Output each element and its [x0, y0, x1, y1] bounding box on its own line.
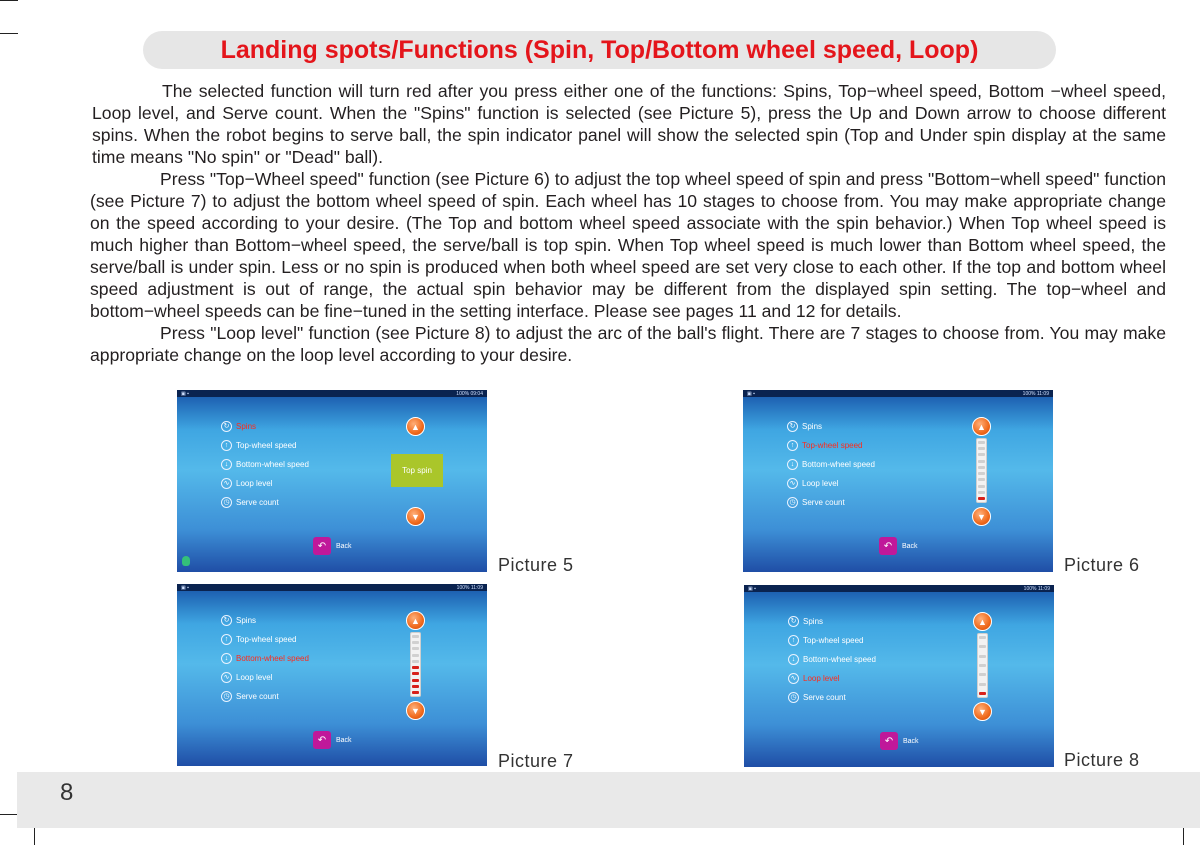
back-label: Back: [336, 542, 352, 550]
page-number: 8: [60, 779, 74, 806]
status-left-icons: ▣ ▪: [748, 586, 756, 592]
loop-icon: ∿: [788, 673, 799, 684]
spin-icon: ↻: [221, 615, 232, 626]
loop-icon: ∿: [787, 478, 798, 489]
level-segment: [412, 679, 419, 682]
menu-item-label: Bottom-wheel speed: [802, 459, 875, 469]
spin-icon: ↻: [787, 421, 798, 432]
top-wheel-icon: ↑: [221, 440, 232, 451]
level-segment: [978, 466, 985, 469]
bottom-wheel-icon: ↓: [221, 653, 232, 664]
status-left-icons: ▣ ▪: [747, 391, 755, 397]
crop-mark-bottom-left: [34, 828, 35, 845]
loop-icon: ∿: [221, 672, 232, 683]
back-label: Back: [336, 736, 352, 744]
menu-item-label: Bottom-wheel speed: [236, 459, 309, 469]
crop-mark-top-left: [0, 0, 18, 1]
menu-item-label: Spins: [803, 616, 824, 626]
level-segment: [978, 478, 985, 481]
menu-item-label: Serve count: [236, 691, 279, 701]
menu-item-label: Loop level: [802, 478, 839, 488]
back-button[interactable]: [313, 731, 352, 749]
paragraph-spins: The selected function will turn red after you press either one of the functions: Spins, Top−wheel speed, Bottom −wheel speed, Loop level, and Serve count. When the "Spins" function is selected (see Picture 5), press the Up and Down arrow to choose different spins. When the robot begins to serve ball, the spin indicator panel will show the selected spin (Top and Under spin display at the same time means "No spin" or "Dead" ball).: [92, 81, 1166, 167]
menu-item-label: Spins: [236, 615, 257, 625]
timer-icon: ◷: [221, 497, 232, 508]
level-segment: [412, 647, 419, 650]
menu-item-label: Bottom-wheel speed: [236, 653, 309, 663]
top-wheel-icon: ↑: [787, 440, 798, 451]
footer-bar: [17, 772, 1200, 828]
status-bar: [744, 585, 1054, 592]
bottom-wheel-icon: ↓: [221, 459, 232, 470]
level-segment: [412, 660, 419, 663]
menu-item-bottom-wheel-speed[interactable]: [221, 457, 309, 471]
menu-item-bottom-wheel-speed[interactable]: [787, 457, 875, 471]
status-bar: [177, 584, 487, 591]
status-time: 100% 11:09: [456, 585, 483, 591]
menu-item-label: Top-wheel speed: [802, 440, 863, 450]
back-button[interactable]: [313, 537, 352, 555]
up-arrow-button[interactable]: ▲: [973, 612, 992, 631]
status-bar: [743, 390, 1053, 397]
status-time: 100% 11:09: [1023, 586, 1050, 592]
menu-item-label: Loop level: [236, 478, 273, 488]
menu-item-bottom-wheel-speed[interactable]: [788, 652, 876, 666]
menu-item-serve-count[interactable]: [787, 495, 845, 509]
back-button[interactable]: [880, 732, 919, 750]
status-time: 100% 09:04: [456, 391, 483, 397]
level-segment: [412, 691, 419, 694]
down-arrow-button[interactable]: ▼: [406, 701, 425, 720]
screen-picture-6: [743, 390, 1053, 572]
menu-item-loop-level[interactable]: [221, 476, 272, 490]
menu-item-label: Spins: [802, 421, 823, 431]
loop-icon: ∿: [221, 478, 232, 489]
back-button[interactable]: [879, 537, 918, 555]
menu-item-label: Serve count: [802, 497, 845, 507]
menu-item-top-wheel-speed[interactable]: [788, 633, 863, 647]
menu-item-spins[interactable]: [787, 419, 822, 433]
page-title: Landing spots/Functions (Spin, Top/Bottom wheel speed, Loop): [220, 35, 979, 64]
level-segment: [979, 645, 986, 648]
level-indicator: [977, 633, 988, 698]
back-icon: ↶: [313, 537, 331, 555]
menu-item-label: Spins: [236, 421, 257, 431]
up-arrow-button[interactable]: ▲: [972, 417, 991, 436]
menu-item-top-wheel-speed[interactable]: [221, 632, 296, 646]
caption-picture-7: Picture 7: [498, 751, 574, 771]
crop-mark-left-upper: [0, 33, 18, 34]
level-indicator: [976, 438, 987, 503]
bottom-wheel-icon: ↓: [787, 459, 798, 470]
menu-item-label: Serve count: [236, 497, 279, 507]
bottom-wheel-icon: ↓: [788, 654, 799, 665]
menu-item-serve-count[interactable]: [221, 495, 279, 509]
menu-item-label: Loop level: [236, 672, 273, 682]
level-segment: [978, 447, 985, 450]
screen-picture-8: [744, 585, 1054, 767]
status-left-icons: ▣ ▪: [181, 585, 189, 591]
body-text: [90, 80, 1166, 366]
level-segment: [978, 441, 985, 444]
level-segment: [412, 635, 419, 638]
menu-item-label: Top-wheel speed: [236, 634, 297, 644]
spin-display: Top spin: [391, 454, 443, 487]
down-arrow-button[interactable]: ▼: [406, 507, 425, 526]
top-wheel-icon: ↑: [221, 634, 232, 645]
level-segment: [412, 641, 419, 644]
back-icon: ↶: [880, 732, 898, 750]
screen-picture-7: [177, 584, 487, 766]
menu-item-label: Top-wheel speed: [236, 440, 297, 450]
up-arrow-button[interactable]: ▲: [406, 417, 425, 436]
crop-mark-bottom-right: [1183, 828, 1184, 845]
up-arrow-button[interactable]: ▲: [406, 611, 425, 630]
menu-item-serve-count[interactable]: [788, 690, 846, 704]
status-left-icons: ▣ ▪: [181, 391, 189, 397]
spin-icon: ↻: [788, 616, 799, 627]
caption-picture-5: Picture 5: [498, 555, 574, 575]
timer-icon: ◷: [788, 692, 799, 703]
menu-item-loop-level[interactable]: [788, 671, 839, 685]
level-segment: [412, 654, 419, 657]
paragraph-wheel-speed: Press "Top−Wheel speed" function (see Picture 6) to adjust the top wheel speed of spin and press "Bottom−whell speed" function (see Picture 7) to adjust the bottom wheel speed of spin. Each wheel has 10 stages to choose from. You may make appropriate change on the speed according to your desire. (The Top and bottom wheel speed associate with the spin behavior.) When Top wheel speed is much higher than Bottom−wheel speed, the serve/ball is top spin. When Top wheel speed is much lower than Bottom wheel speed, the serve/ball is under spin. Less or no spin is produced when both wheel speed are set very close to each other. If the top and bottom wheel speed adjustment is out of range, the actual spin behavior may be different from the displayed spin setting. The top−wheel and bottom−wheel speeds can be fine−tuned in the setting interface. Please see pages 11 and 12 for details.: [90, 169, 1166, 321]
paragraph-loop-level: Press "Loop level" function (see Picture 8) to adjust the arc of the ball's flight. There are 7 stages to choose from. You may make appropriate change on the loop level according to your desire.: [90, 323, 1166, 365]
level-segment: [979, 683, 986, 686]
menu-item-serve-count[interactable]: [221, 689, 279, 703]
caption-picture-8: Picture 8: [1064, 750, 1140, 770]
level-segment: [978, 453, 985, 456]
menu-item-bottom-wheel-speed[interactable]: [221, 651, 309, 665]
level-indicator: [410, 632, 421, 697]
back-icon: ↶: [879, 537, 897, 555]
back-label: Back: [902, 542, 918, 550]
back-icon: ↶: [313, 731, 331, 749]
top-wheel-icon: ↑: [788, 635, 799, 646]
level-segment: [978, 485, 985, 488]
status-time: 100% 11:09: [1022, 391, 1049, 397]
down-arrow-button[interactable]: ▼: [972, 507, 991, 526]
menu-item-label: Top-wheel speed: [803, 635, 864, 645]
level-segment: [978, 460, 985, 463]
level-segment: [978, 472, 985, 475]
level-segment: [979, 664, 986, 667]
menu-item-spins[interactable]: [221, 613, 256, 627]
menu-item-top-wheel-speed[interactable]: [787, 438, 862, 452]
screen-picture-5: [177, 390, 487, 572]
menu-item-label: Serve count: [803, 692, 846, 702]
caption-picture-6: Picture 6: [1064, 555, 1140, 575]
menu-item-label: Bottom-wheel speed: [803, 654, 876, 664]
menu-item-loop-level[interactable]: [787, 476, 838, 490]
level-segment: [979, 636, 986, 639]
level-segment: [979, 655, 986, 658]
menu-item-label: Loop level: [803, 673, 840, 683]
status-bar: [177, 390, 487, 397]
spin-icon: ↻: [221, 421, 232, 432]
level-segment: [412, 685, 419, 688]
menu-item-spins[interactable]: [788, 614, 823, 628]
timer-icon: ◷: [221, 691, 232, 702]
menu-item-spins[interactable]: [221, 419, 256, 433]
crop-mark-left-lower: [0, 814, 18, 815]
level-segment: [979, 673, 986, 676]
level-segment: [412, 666, 419, 669]
title-bar: [143, 31, 1056, 69]
level-segment: [412, 672, 419, 675]
menu-item-loop-level[interactable]: [221, 670, 272, 684]
down-arrow-button[interactable]: ▼: [973, 702, 992, 721]
timer-icon: ◷: [787, 497, 798, 508]
level-segment: [978, 491, 985, 494]
menu-item-top-wheel-speed[interactable]: [221, 438, 296, 452]
microphone-icon: [182, 556, 190, 566]
level-segment: [979, 692, 986, 695]
back-label: Back: [903, 737, 919, 745]
level-segment: [978, 497, 985, 500]
